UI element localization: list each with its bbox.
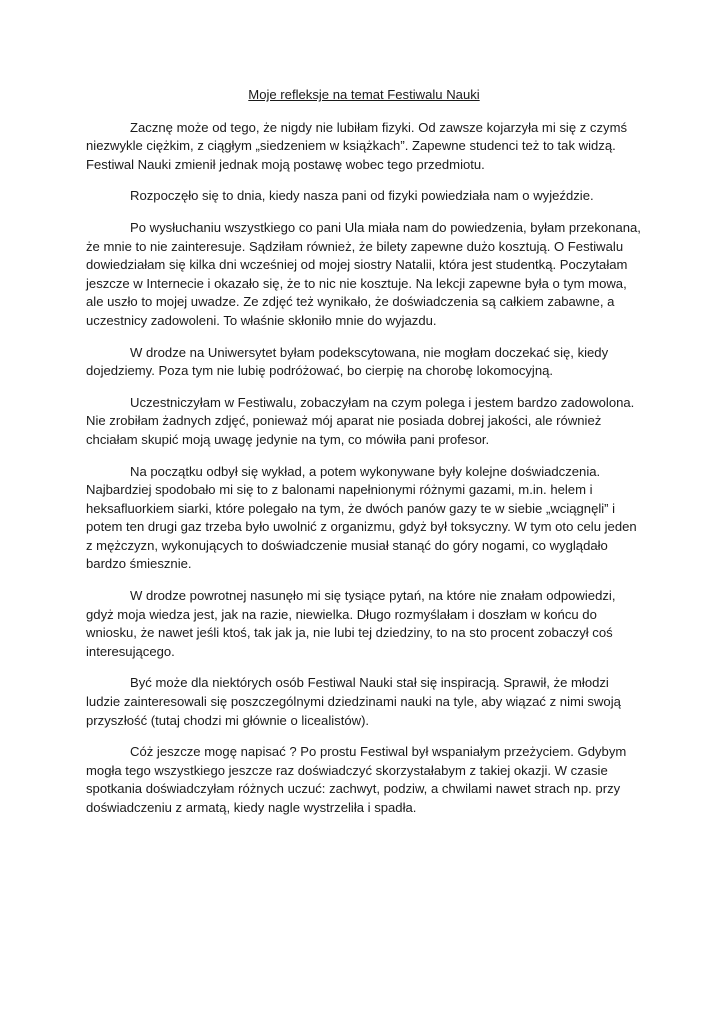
document-title: Moje refleksje na temat Festiwalu Nauki — [248, 87, 480, 102]
paragraph-8: Być może dla niektórych osób Festiwal Nauki stał się inspiracją. Sprawił, że młodzi ludzie zainteresowali się poszczególnymi dziedzinami nauki na tyle, aby wiązać z nimi swoją przyszłość (tutaj chodzi mi głównie o licealistów). — [86, 675, 621, 728]
paragraph-6: Na początku odbył się wykład, a potem wykonywane były kolejne doświadczenia. Najbardziej spodobało mi się to z balonami napełnionymi różnymi gazami, m.in. helem i heksafluorkiem siarki, które polegało na tym, że dwóch panów gazy te w siebie „wciągnęli” i potem ten drugi gaz trzeba było uwolnić z organizmu, gdyż był toksyczny. W tym oto celu jeden z mężczyzn, wykonujących to doświadczenie musiał stanąć do góry nogami, co wyglądało bardzo śmiesznie. — [86, 463, 637, 572]
paragraph-5: Uczestniczyłam w Festiwalu, zobaczyłam na czym polega i jestem bardzo zadowolona. Nie zrobiłam żadnych zdjęć, ponieważ mój aparat nie posiada dobrej jakości, ale również chciałam skupić moją uwagę jedynie na tym, co mówiła pani profesor. — [86, 394, 635, 447]
paragraph-1: Zacznę może od tego, że nigdy nie lubiłam fizyki. Od zawsze kojarzyła mi się z czymś niezwykle ciężkim, z ciągłym „siedzeniem w książkach”. Zapewne studenci też to tak widzą. Festiwal Nauki zmienił jednak moją postawę wobec tego przedmiotu. — [86, 119, 628, 172]
paragraph-7: W drodze powrotnej nasunęło mi się tysiące pytań, na które nie znałam odpowiedzi, gdyż moja wiedza jest, jak na razie, niewielka. Długo rozmyślałam i doszłam w końcu do wniosku, że nawet jeśli ktoś, tak jak ja, nie lubi tej dziedziny, to na sto procent zobaczył coś interesującego. — [86, 588, 616, 659]
paragraph-2: Rozpoczęło się to dnia, kiedy nasza pani od fizyki powiedziała nam o wyjeździe. — [130, 188, 594, 204]
paragraph-4: W drodze na Uniwersytet byłam podekscytowana, nie mogłam doczekać się, kiedy dojedziemy. Poza tym nie lubię podróżować, bo cierpię na chorobę lokomocyjną. — [86, 344, 609, 379]
document-page — [86, 86, 642, 831]
paragraph-9: Cóż jeszcze mogę napisać ? Po prostu Festiwal był wspaniałym przeżyciem. Gdybym mogła tego wszystkiego jeszcze raz doświadczyć skorzystałabym z takiej okazji. W czasie spotkania doświadczyłam różnych uczuć: zachwyt, podziw, a chwilami nawet strach np. przy doświadczeniu z armatą, kiedy nagle wystrzeliła i spadła. — [86, 744, 627, 815]
paragraph-3: Po wysłuchaniu wszystkiego co pani Ula miała nam do powiedzenia, byłam przekonana, że mnie to nie zainteresuje. Sądziłam również, że bilety zapewne dużo kosztują. O Festiwalu dowiedziałam się kilka dni wcześniej od mojej siostry Natalii, która jest studentką. Poczytałam jeszcze w Internecie i okazało się, że to nic nie kosztuje. Na lekcji zapewne była o tym mowa, ale uszło to mojej uwadze. Ze zdjęć też wynikało, że doświadczenia są całkiem zabawne, a uczestnicy zadowoleni. To właśnie skłoniło mnie do wyjazdu. — [86, 219, 641, 328]
